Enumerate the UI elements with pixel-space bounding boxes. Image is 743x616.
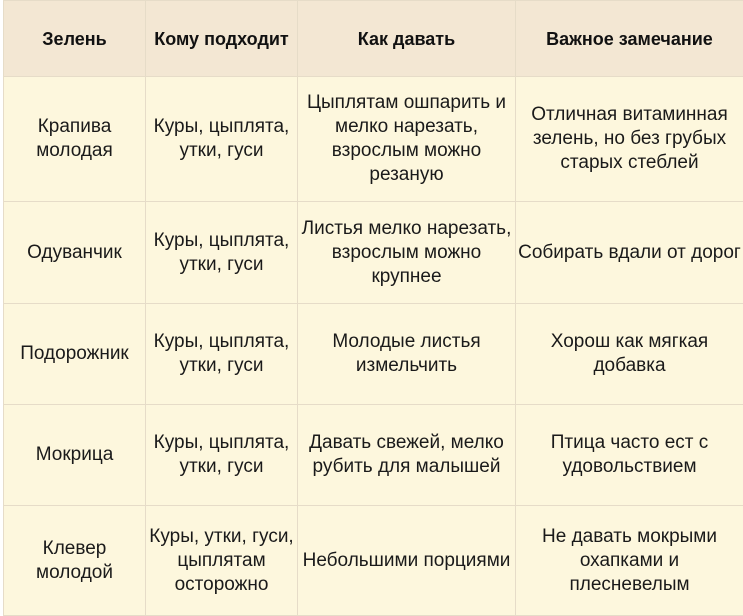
header-how-to-give: Как давать <box>298 1 516 77</box>
table-row <box>4 405 743 506</box>
table-body <box>4 77 743 616</box>
cell-how-to-give: Небольшими порциями <box>298 506 516 616</box>
cell-greens: Подорожник <box>4 304 146 405</box>
header-greens: Зелень <box>4 1 146 77</box>
table-row <box>4 202 743 304</box>
cell-suitable-for: Куры, цыплята, утки, гуси <box>146 405 298 506</box>
cell-how-to-give: Листья мелко нарезать, взрослым можно крупнее <box>298 202 516 304</box>
greens-table <box>3 0 743 616</box>
cell-important-note: Собирать вдали от дорог <box>516 202 743 304</box>
table-header <box>4 1 743 77</box>
table-row <box>4 506 743 616</box>
cell-how-to-give: Цыплятам ошпарить и мелко нарезать, взрослым можно резаную <box>298 77 516 202</box>
cell-important-note: Не давать мокрыми охапками и плесневелым <box>516 506 743 616</box>
cell-suitable-for: Куры, цыплята, утки, гуси <box>146 304 298 405</box>
table-row <box>4 77 743 202</box>
cell-suitable-for: Куры, цыплята, утки, гуси <box>146 202 298 304</box>
cell-how-to-give: Молодые листья измельчить <box>298 304 516 405</box>
header-important-note: Важное замечание <box>516 1 743 77</box>
cell-greens: Клевер молодой <box>4 506 146 616</box>
header-suitable-for: Кому подходит <box>146 1 298 77</box>
cell-how-to-give: Давать свежей, мелко рубить для малышей <box>298 405 516 506</box>
table-row <box>4 304 743 405</box>
cell-important-note: Птица часто ест с удовольствием <box>516 405 743 506</box>
cell-important-note: Хорош как мягкая добавка <box>516 304 743 405</box>
cell-suitable-for: Куры, цыплята, утки, гуси <box>146 77 298 202</box>
cell-greens: Одуванчик <box>4 202 146 304</box>
cell-greens: Мокрица <box>4 405 146 506</box>
cell-important-note: Отличная витаминная зелень, но без грубых старых стеблей <box>516 77 743 202</box>
header-row <box>4 1 743 77</box>
cell-suitable-for: Куры, утки, гуси, цыплятам осторожно <box>146 506 298 616</box>
cell-greens: Крапива молодая <box>4 77 146 202</box>
